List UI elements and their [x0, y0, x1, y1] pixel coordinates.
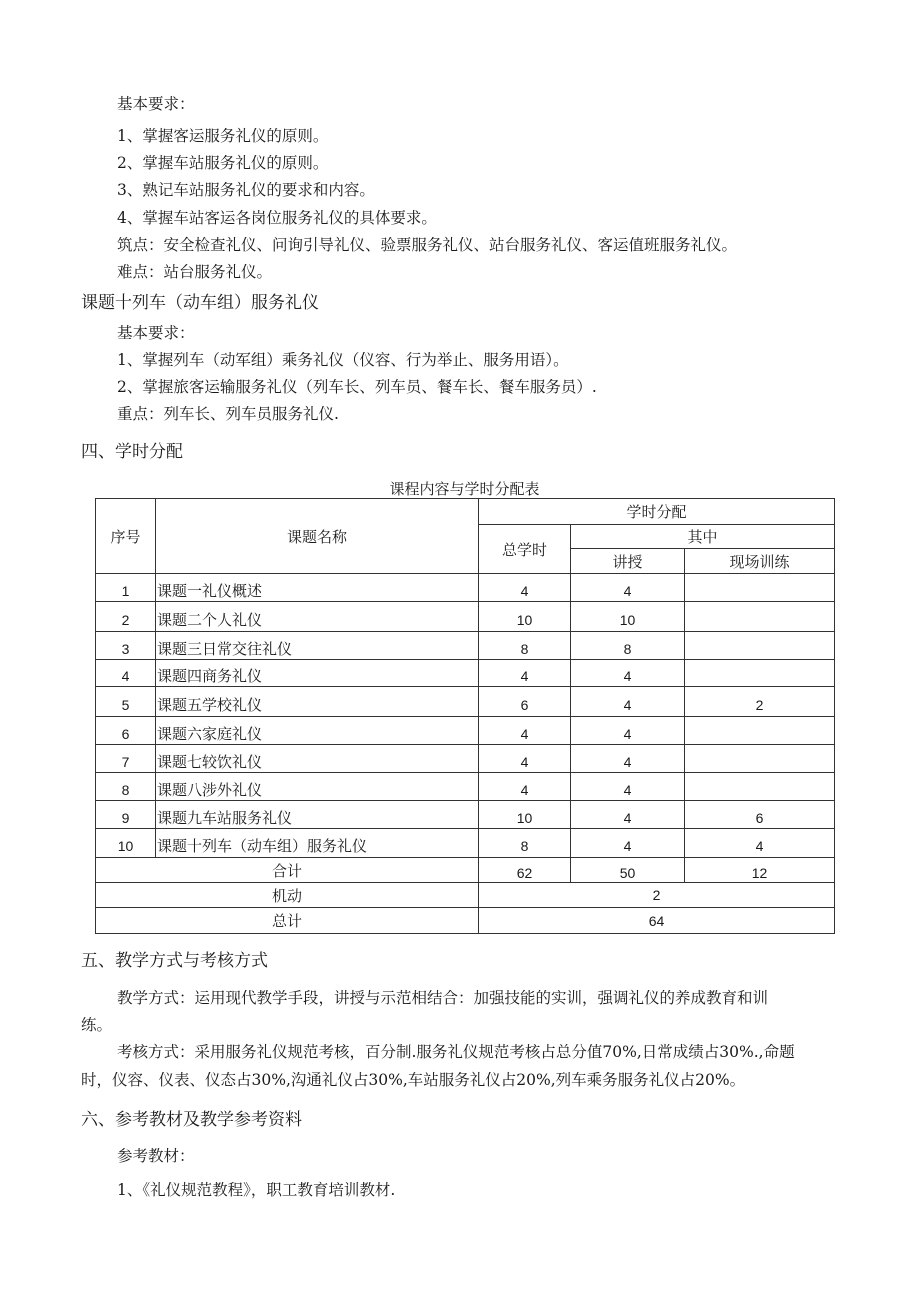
flex-value: 2 — [479, 883, 835, 908]
table-row — [96, 745, 835, 773]
header-of-which: 其中 — [571, 525, 835, 549]
requirement-item: 1、掌握客运服务礼仪的原则。 — [117, 127, 329, 145]
reference-item: 1、《礼仪规范教程》，职工教育培训教材. — [117, 1181, 396, 1199]
cell-practice: 6 — [685, 801, 835, 829]
subtotal-lecture: 50 — [571, 858, 685, 883]
section-heading: 五、教学方式与考核方式 — [81, 951, 268, 971]
cell-name: 课题一礼仪概述 — [156, 574, 479, 602]
header-seq: 序号 — [96, 499, 156, 574]
cell-name: 课题五学校礼仪 — [156, 687, 479, 717]
grand-total-label: 总计 — [96, 908, 479, 934]
header-lecture: 讲授 — [571, 549, 685, 574]
cell-seq: 4 — [96, 660, 156, 687]
header-practice: 现场训练 — [685, 549, 835, 574]
table-row — [96, 574, 835, 602]
cell-total: 4 — [479, 717, 571, 745]
subtotal-total: 62 — [479, 858, 571, 883]
table-row — [96, 687, 835, 717]
cell-seq: 2 — [96, 602, 156, 632]
cell-practice — [685, 602, 835, 632]
cell-seq: 5 — [96, 687, 156, 717]
requirement-item: 4、掌握车站客运各岗位服务礼仪的具体要求。 — [117, 209, 437, 227]
cell-name: 课题六家庭礼仪 — [156, 717, 479, 745]
cell-total: 4 — [479, 773, 571, 801]
cell-total: 4 — [479, 660, 571, 687]
subtotal-practice: 12 — [685, 858, 835, 883]
requirement-item: 3、熟记车站服务礼仪的要求和内容。 — [117, 181, 375, 199]
header-total: 总学时 — [479, 525, 571, 574]
cell-name: 课题十列车（动车组）服务礼仪 — [156, 829, 479, 858]
cell-seq: 9 — [96, 801, 156, 829]
cell-total: 10 — [479, 602, 571, 632]
flex-row — [96, 883, 835, 908]
cell-practice: 4 — [685, 829, 835, 858]
cell-lecture: 10 — [571, 602, 685, 632]
cell-name: 课题三日常交往礼仪 — [156, 632, 479, 660]
teaching-method-line: 教学方式：运用现代教学手段，讲授与示范相结合：加强技能的实训，强调礼仪的养成教育和训 — [117, 989, 769, 1007]
cell-practice — [685, 574, 835, 602]
grand-total-row — [96, 908, 835, 934]
topic-title: 课题十列车（动车组）服务礼仪 — [81, 293, 319, 313]
table-row — [96, 801, 835, 829]
cell-total: 4 — [479, 574, 571, 602]
grand-total-value: 64 — [479, 908, 835, 934]
cell-total: 6 — [479, 687, 571, 717]
section-heading: 四、学时分配 — [81, 442, 183, 462]
cell-seq: 8 — [96, 773, 156, 801]
cell-total: 8 — [479, 829, 571, 858]
cell-practice — [685, 745, 835, 773]
cell-total: 10 — [479, 801, 571, 829]
header-name: 课题名称 — [156, 499, 479, 574]
assessment-line: 考核方式：采用服务礼仪规范考核，百分制.服务礼仪规范考核占总分值70%,日常成绩占30%.,命题 — [117, 1043, 795, 1061]
cell-lecture: 4 — [571, 773, 685, 801]
cell-lecture: 8 — [571, 632, 685, 660]
requirement-item: 1、掌握列车（动军组）乘务礼仪（仪容、行为举止、服务用语）。 — [117, 351, 569, 369]
cell-name: 课题四商务礼仪 — [156, 660, 479, 687]
difficulty: 难点：站台服务礼仪。 — [117, 263, 273, 281]
cell-lecture: 4 — [571, 801, 685, 829]
cell-seq: 7 — [96, 745, 156, 773]
hours-table — [95, 498, 835, 934]
cell-seq: 1 — [96, 574, 156, 602]
cell-practice — [685, 632, 835, 660]
key-points: 筑点：安全检查礼仪、问询引导礼仪、验票服务礼仪、站台服务礼仪、客运值班服务礼仪。 — [117, 236, 738, 254]
cell-practice: 2 — [685, 687, 835, 717]
flex-label: 机动 — [96, 883, 479, 908]
cell-name: 课题七较饮礼仪 — [156, 745, 479, 773]
cell-lecture: 4 — [571, 717, 685, 745]
requirement-item: 2、掌握车站服务礼仪的原则。 — [117, 154, 329, 172]
requirements-label: 基本要求： — [117, 324, 195, 342]
requirements-label: 基本要求： — [117, 95, 195, 113]
table-caption: 课程内容与学时分配表 — [389, 480, 540, 498]
subtotal-row — [96, 858, 835, 883]
cell-lecture: 4 — [571, 687, 685, 717]
cell-lecture: 4 — [571, 574, 685, 602]
table-row — [96, 602, 835, 632]
header-hours: 学时分配 — [479, 499, 835, 525]
requirement-item: 2、掌握旅客运输服务礼仪（列车长、列车员、餐车长、餐车服务员）. — [117, 378, 597, 396]
table-row — [96, 632, 835, 660]
table-row — [96, 717, 835, 745]
cell-lecture: 4 — [571, 829, 685, 858]
cell-lecture: 4 — [571, 745, 685, 773]
cell-name: 课题九车站服务礼仪 — [156, 801, 479, 829]
teaching-method-line: 练。 — [81, 1016, 113, 1034]
reference-label: 参考教材： — [117, 1147, 195, 1165]
table-row — [96, 660, 835, 687]
section-heading: 六、参考教材及教学参考资料 — [81, 1110, 302, 1130]
key-points: 重点：列车长、列车员服务礼仪. — [117, 405, 339, 423]
cell-total: 8 — [479, 632, 571, 660]
assessment-line: 时，仪容、仪表、仪态占30%,沟通礼仪占30%,车站服务礼仪占20%,列车乘务服务礼仪占20%。 — [81, 1071, 746, 1089]
cell-name: 课题八涉外礼仪 — [156, 773, 479, 801]
cell-seq: 10 — [96, 829, 156, 858]
subtotal-label: 合计 — [96, 858, 479, 883]
cell-practice — [685, 773, 835, 801]
cell-seq: 6 — [96, 717, 156, 745]
cell-practice — [685, 660, 835, 687]
table-row — [96, 773, 835, 801]
table-row — [96, 829, 835, 858]
cell-name: 课题二个人礼仪 — [156, 602, 479, 632]
cell-lecture: 4 — [571, 660, 685, 687]
cell-total: 4 — [479, 745, 571, 773]
cell-seq: 3 — [96, 632, 156, 660]
cell-practice — [685, 717, 835, 745]
